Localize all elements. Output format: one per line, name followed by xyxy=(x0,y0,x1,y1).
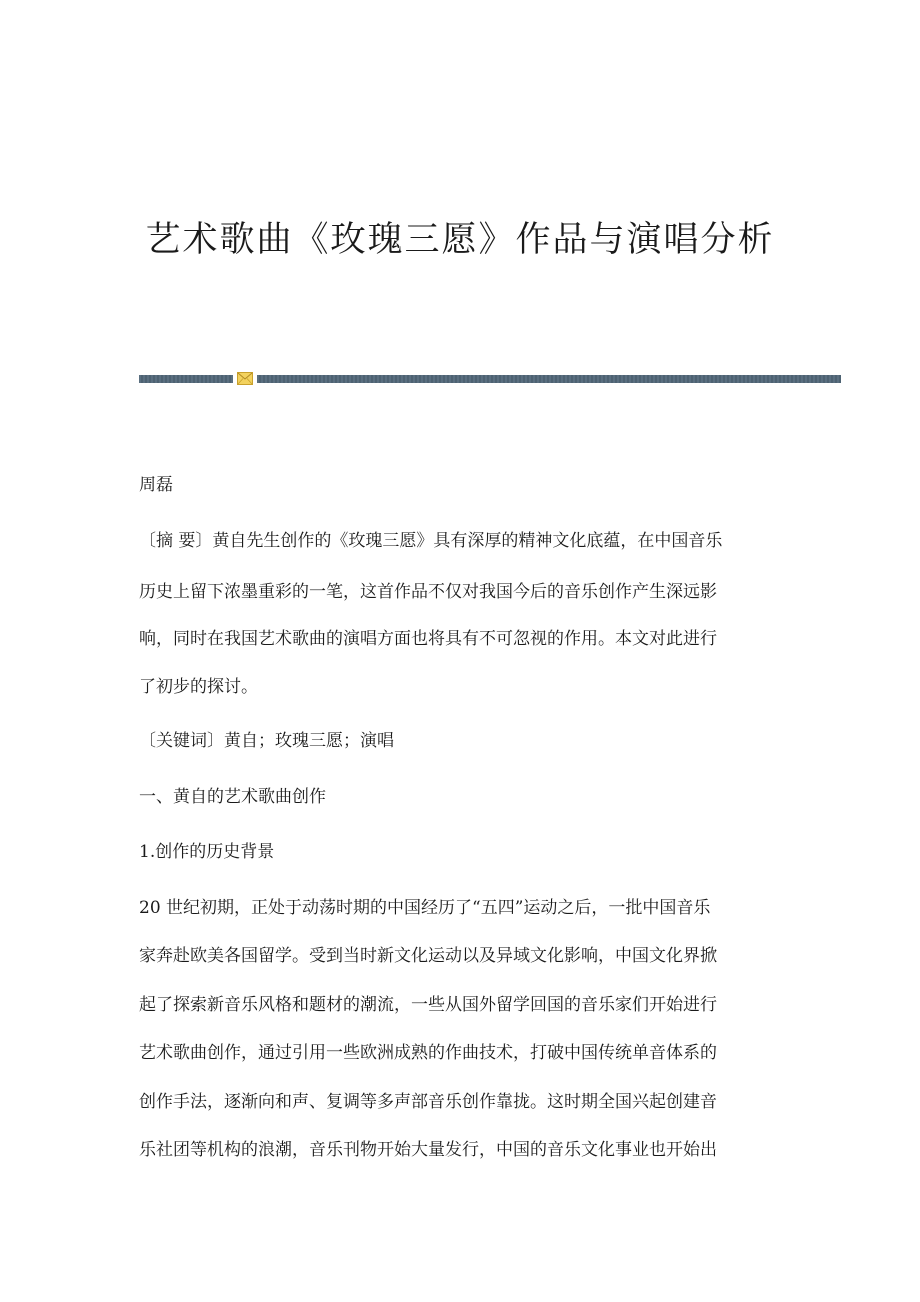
abstract-line: 〔摘 要〕黄自先生创作的《玫瑰三愿》具有深厚的精神文化底蕴，在中国音乐 xyxy=(139,531,723,551)
divider-bar-left xyxy=(139,375,233,383)
abstract-line: 历史上留下浓墨重彩的一笔，这首作品不仅对我国今后的音乐创作产生深远影 xyxy=(139,582,717,602)
divider-bar-right xyxy=(257,375,841,383)
body-line: 20 世纪初期，正处于动荡时期的中国经历了“五四”运动之后，一批中国音乐 xyxy=(139,898,711,918)
body-line: 乐社团等机构的浪潮，音乐刊物开始大量发行，中国的音乐文化事业也开始出 xyxy=(139,1140,717,1160)
body-line: 艺术歌曲创作，通过引用一些欧洲成熟的作曲技术，打破中国传统单音体系的 xyxy=(139,1043,717,1063)
body-line: 起了探索新音乐风格和题材的潮流，一些从国外留学回国的音乐家们开始进行 xyxy=(139,995,717,1015)
envelope-ornament-icon xyxy=(237,372,253,385)
body-line: 家奔赴欧美各国留学。受到当时新文化运动以及异域文化影响，中国文化界掀 xyxy=(139,946,717,966)
body-line: 创作手法，逐渐向和声、复调等多声部音乐创作靠拢。这时期全国兴起创建音 xyxy=(139,1092,717,1112)
abstract-line: 响，同时在我国艺术歌曲的演唱方面也将具有不可忽视的作用。本文对此进行 xyxy=(139,629,717,649)
title-divider xyxy=(139,375,841,383)
abstract-line: 了初步的探讨。 xyxy=(139,677,258,697)
section-heading: 一、黄自的艺术歌曲创作 xyxy=(139,787,326,807)
subsection-heading: 1.创作的历史背景 xyxy=(139,842,275,862)
document-title: 艺术歌曲《玫瑰三愿》作品与演唱分析 xyxy=(145,220,775,260)
author-name: 周磊 xyxy=(139,475,173,495)
keywords: 〔关键词〕黄自；玫瑰三愿；演唱 xyxy=(139,731,394,751)
